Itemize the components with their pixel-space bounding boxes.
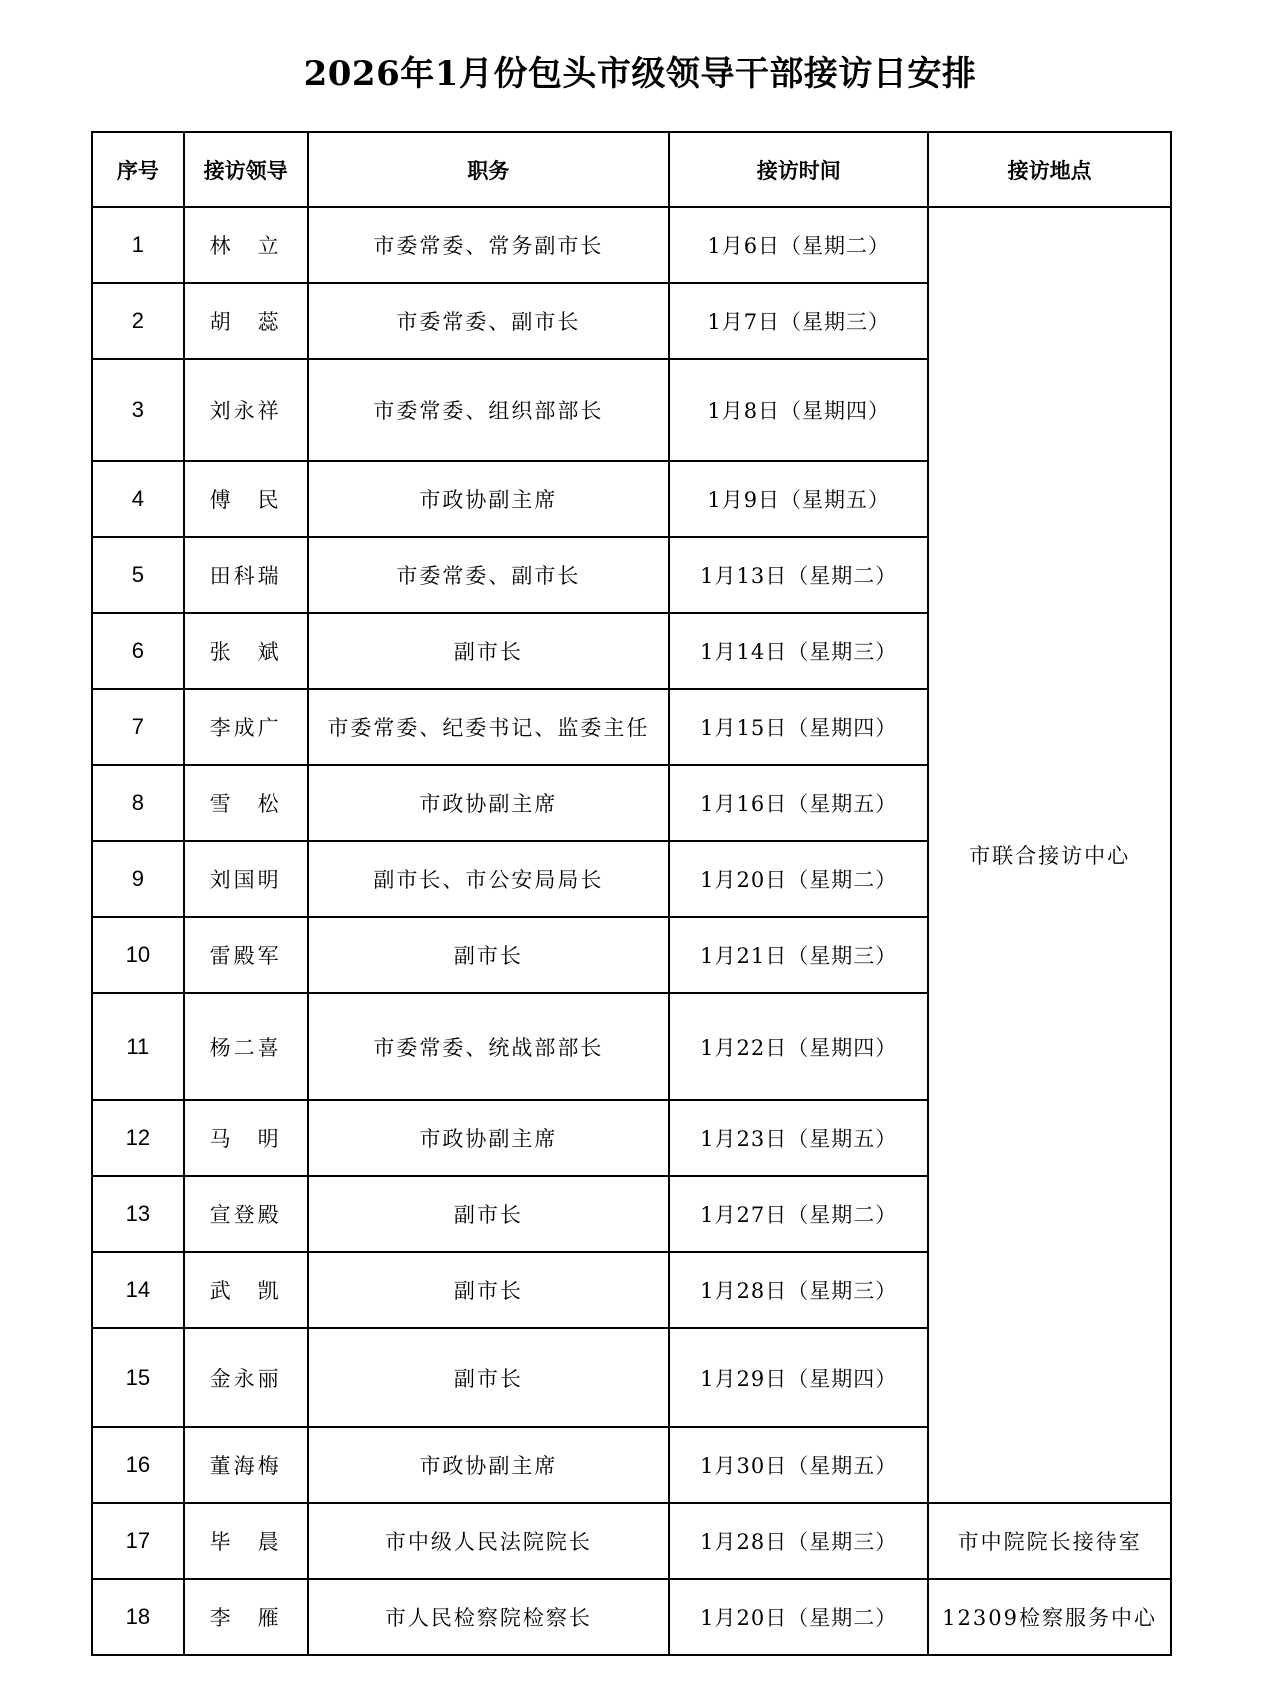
row-number: 6 <box>92 613 184 689</box>
leader-name: 毕 晨 <box>184 1503 308 1579</box>
row-number: 8 <box>92 765 184 841</box>
reception-time: 1月8日（星期四） <box>669 359 928 461</box>
header-position: 职务 <box>308 132 670 207</box>
leader-name: 傅 民 <box>184 461 308 537</box>
leader-position: 副市长 <box>308 1252 670 1328</box>
reception-time: 1月6日（星期二） <box>669 207 928 283</box>
row-number: 18 <box>92 1579 184 1655</box>
reception-place: 市中院院长接待室 <box>928 1503 1171 1579</box>
leader-position: 市人民检察院检察长 <box>308 1579 670 1655</box>
row-number: 12 <box>92 1100 184 1176</box>
leader-name: 武 凯 <box>184 1252 308 1328</box>
leader-position: 市委常委、副市长 <box>308 537 670 613</box>
leader-name: 杨二喜 <box>184 993 308 1100</box>
leader-position: 市政协副主席 <box>308 1427 670 1503</box>
row-number: 10 <box>92 917 184 993</box>
leader-name: 金永丽 <box>184 1328 308 1427</box>
row-number: 3 <box>92 359 184 461</box>
reception-time: 1月22日（星期四） <box>669 993 928 1100</box>
reception-time: 1月9日（星期五） <box>669 461 928 537</box>
reception-time: 1月14日（星期三） <box>669 613 928 689</box>
leader-name: 雷殿军 <box>184 917 308 993</box>
leader-name: 李 雁 <box>184 1579 308 1655</box>
table-row <box>92 207 1171 283</box>
reception-time: 1月28日（星期三） <box>669 1252 928 1328</box>
reception-time: 1月15日（星期四） <box>669 689 928 765</box>
reception-time: 1月16日（星期五） <box>669 765 928 841</box>
table-row <box>92 1579 1171 1655</box>
leader-name: 董海梅 <box>184 1427 308 1503</box>
row-number: 5 <box>92 537 184 613</box>
reception-time: 1月20日（星期二） <box>669 841 928 917</box>
leader-name: 田科瑞 <box>184 537 308 613</box>
header-place: 接访地点 <box>928 132 1171 207</box>
leader-name: 林 立 <box>184 207 308 283</box>
page-title: 2026年1月份包头市级领导干部接访日安排 <box>303 54 977 94</box>
table-row <box>92 1503 1171 1579</box>
row-number: 9 <box>92 841 184 917</box>
leader-position: 副市长 <box>308 917 670 993</box>
leader-name: 雪 松 <box>184 765 308 841</box>
reception-time: 1月28日（星期三） <box>669 1503 928 1579</box>
leader-name: 刘国明 <box>184 841 308 917</box>
row-number: 15 <box>92 1328 184 1427</box>
leader-name: 马 明 <box>184 1100 308 1176</box>
leader-position: 市中级人民法院院长 <box>308 1503 670 1579</box>
reception-place: 12309检察服务中心 <box>928 1579 1171 1655</box>
leader-position: 市委常委、组织部部长 <box>308 359 670 461</box>
merged-reception-place: 市联合接访中心 <box>928 207 1171 1503</box>
row-number: 16 <box>92 1427 184 1503</box>
reception-time: 1月27日（星期二） <box>669 1176 928 1252</box>
reception-time: 1月21日（星期三） <box>669 917 928 993</box>
leader-name: 刘永祥 <box>184 359 308 461</box>
schedule-table <box>91 131 1172 1656</box>
header-no: 序号 <box>92 132 184 207</box>
leader-position: 副市长 <box>308 1328 670 1427</box>
leader-position: 副市长 <box>308 613 670 689</box>
row-number: 14 <box>92 1252 184 1328</box>
row-number: 17 <box>92 1503 184 1579</box>
leader-name: 胡 蕊 <box>184 283 308 359</box>
leader-name: 李成广 <box>184 689 308 765</box>
leader-position: 市委常委、统战部部长 <box>308 993 670 1100</box>
reception-time: 1月23日（星期五） <box>669 1100 928 1176</box>
leader-position: 市委常委、纪委书记、监委主任 <box>308 689 670 765</box>
row-number: 11 <box>92 993 184 1100</box>
leader-name: 宣登殿 <box>184 1176 308 1252</box>
table-header-row <box>92 132 1171 207</box>
header-leader: 接访领导 <box>184 132 308 207</box>
leader-position: 市委常委、常务副市长 <box>308 207 670 283</box>
reception-time: 1月30日（星期五） <box>669 1427 928 1503</box>
reception-time: 1月29日（星期四） <box>669 1328 928 1427</box>
row-number: 2 <box>92 283 184 359</box>
row-number: 1 <box>92 207 184 283</box>
row-number: 13 <box>92 1176 184 1252</box>
header-time: 接访时间 <box>669 132 928 207</box>
leader-position: 副市长 <box>308 1176 670 1252</box>
leader-position: 市政协副主席 <box>308 1100 670 1176</box>
reception-time: 1月7日（星期三） <box>669 283 928 359</box>
leader-position: 市政协副主席 <box>308 461 670 537</box>
leader-position: 副市长、市公安局局长 <box>308 841 670 917</box>
leader-position: 市政协副主席 <box>308 765 670 841</box>
leader-name: 张 斌 <box>184 613 308 689</box>
reception-time: 1月13日（星期二） <box>669 537 928 613</box>
reception-time: 1月20日（星期二） <box>669 1579 928 1655</box>
row-number: 4 <box>92 461 184 537</box>
row-number: 7 <box>92 689 184 765</box>
leader-position: 市委常委、副市长 <box>308 283 670 359</box>
